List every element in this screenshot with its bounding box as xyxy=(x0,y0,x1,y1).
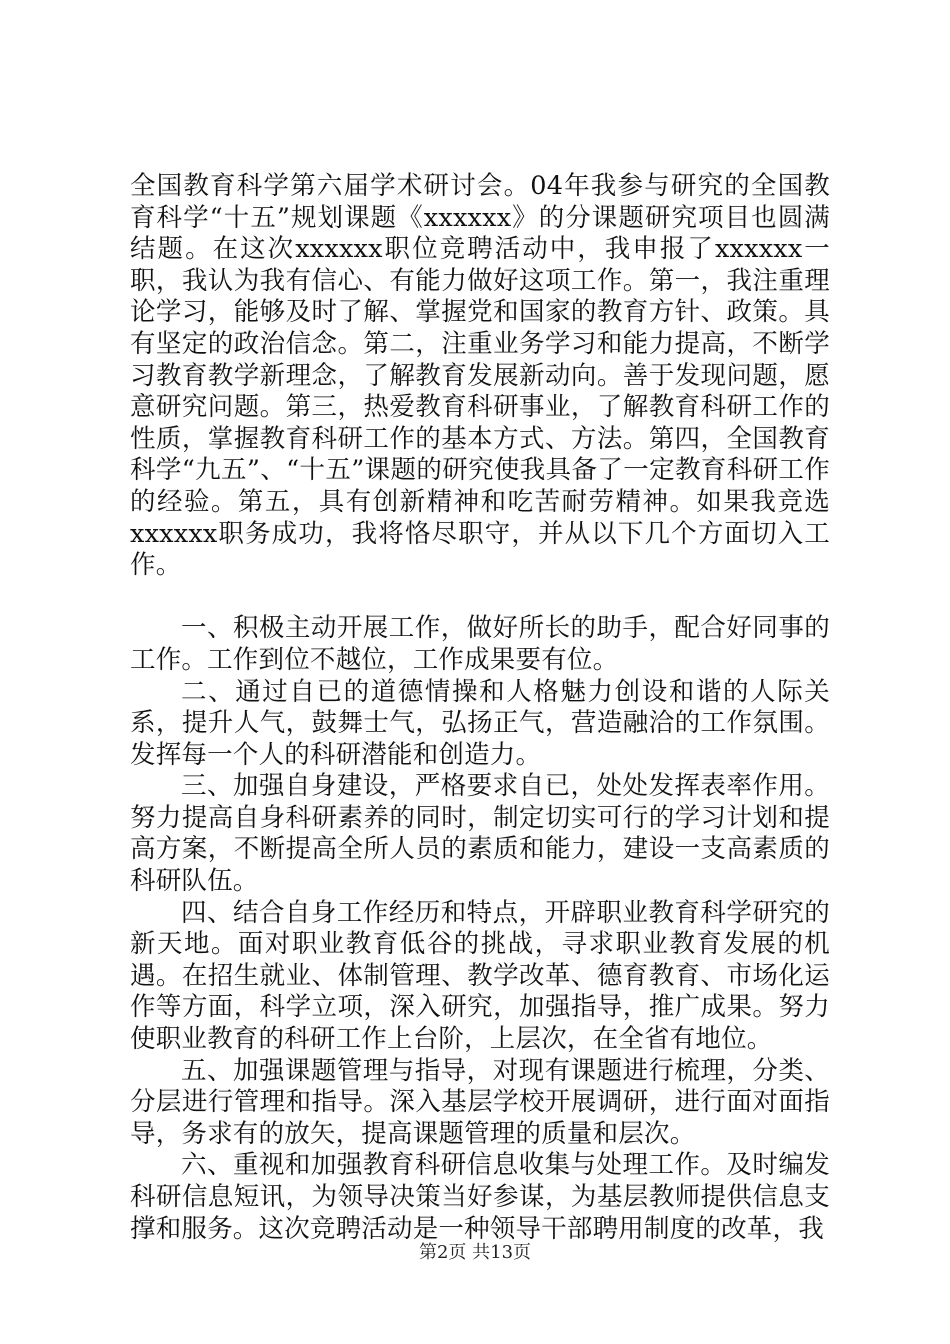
document-body xyxy=(130,171,830,1245)
paragraph-item-2: 二、通过自已的道德情操和人格魅力创设和谐的人际关系，提升人气，鼓舞士气，弘扬正气，营造融洽的工作氛围。发挥每一个人的科研潜能和创造力。 xyxy=(130,676,830,770)
paragraph-item-1: 一、积极主动开展工作，做好所长的助手，配合好同事的工作。工作到位不越位，工作成果要有位。 xyxy=(130,613,830,675)
paragraph-item-5: 五、加强课题管理与指导，对现有课题进行梳理，分类、分层进行管理和指导。深入基层学校开展调研，进行面对面指导，务求有的放矢，提高课题管理的质量和层次。 xyxy=(130,1055,830,1149)
paragraph-intro: 全国教育科学第六届学术研讨会。04年我参与研究的全国教育科学“十五”规划课题《xxxxxx》的分课题研究项目也圆满结题。在这次xxxxxx职位竞聘活动中，我申报了xxxxxx一职，我认为我有信心、有能力做好这项工作。第一，我注重理论学习，能够及时了解、掌握党和国家的教育方针、政策。具有坚定的政治信念。第二，注重业务学习和能力提高，不断学习教育教学新理念，了解教育发展新动向。善于发现问题，愿意研究问题。第三，热爱教育科研事业，了解教育科研工作的性质，掌握教育科研工作的基本方式、方法。第四，全国教育科学“九五”、“十五”课题的研究使我具备了一定教育科研工作的经验。第五，具有创新精神和吃苦耐劳精神。如果我竞选xxxxxx职务成功，我将恪尽职守，并从以下几个方面切入工作。 xyxy=(130,171,830,581)
page-number-footer: 第2页 共13页 xyxy=(418,1242,532,1263)
paragraph-item-3: 三、加强自身建设，严格要求自已，处处发挥表率作用。努力提高自身科研素养的同时，制定切实可行的学习计划和提高方案，不断提高全所人员的素质和能力，建设一支高素质的科研队伍。 xyxy=(130,771,830,897)
paragraph-item-6: 六、重视和加强教育科研信息收集与处理工作。及时编发科研信息短讯，为领导决策当好参谋，为基层教师提供信息支撑和服务。这次竞聘活动是一种领导干部聘用制度的改革，我 xyxy=(130,1150,830,1244)
paragraph-item-4: 四、结合自身工作经历和特点，开辟职业教育科学研究的新天地。面对职业教育低谷的挑战，寻求职业教育发展的机遇。在招生就业、体制管理、教学改革、德育教育、市场化运作等方面，科学立项，深入研究，加强指导，推广成果。努力使职业教育的科研工作上台阶，上层次，在全省有地位。 xyxy=(130,897,830,1055)
